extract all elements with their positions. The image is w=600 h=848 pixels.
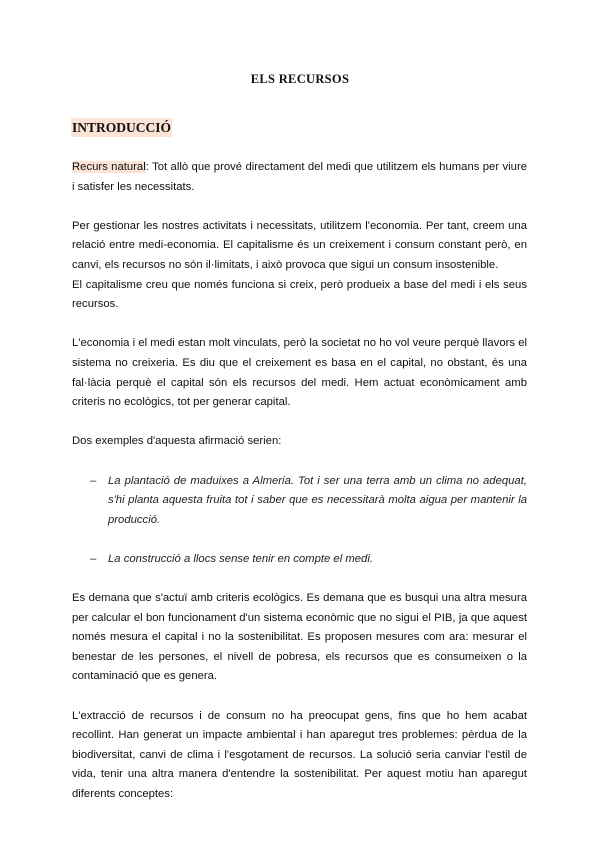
paragraph-criteria: Es demana que s'actuï amb criteris ecològics. Es demana que es busqui una altra mesura per calcular el bon funcionament d'un sistema econòmic que no sigui el PIB, ja que aquest només mesura el capital i no la sostenibilitat. Es proposen mesures com ara: mesurar el benestar de les persones, el nivell de pobresa, els recursos que es consumeixen o la contaminació que es genera. [72, 592, 527, 683]
definition-term: Recurs natural [72, 161, 146, 173]
paragraph-extraction: L'extracció de recursos i de consum no ha preocupat gens, fins que ho hem acabat recollint. Han generat un impacte ambiental i han aparegut tres problemes: pèrdua de la biodiversitat, canvi de clima i l'esgotament de recursos. La solució seria canviar l'estil de vida, tenir una altra manera d'entendre la sostenibilitat. Per aquest motiu han aparegut diferents conceptes: [72, 709, 527, 800]
example-item [72, 472, 527, 531]
example-text: La plantació de maduixes a Almeria. Tot i ser una terra amb un clima no adequat, s'hi planta aquesta fruita tot i saber que es necessitarà molta aigua per mantenir la producció. [108, 474, 527, 526]
paragraph-economy: Per gestionar les nostres activitats i necessitats, utilitzem l'economia. Per tant, creem una relació entre medi-economia. El capitalisme és un creixement i consum constant però, en canvi, els recursos no són il·limitats, i això provoca que sigui un consum insostenible. [72, 219, 527, 271]
document-title: ELS RECURSOS [250, 72, 350, 86]
paragraph-capitalism: El capitalisme creu que només funciona si creix, però produeix a base del medi i els seus recursos. [72, 278, 527, 311]
bullet-dash: – [90, 552, 97, 565]
example-item [72, 550, 527, 570]
bullet-dash: – [90, 474, 97, 487]
example-text: La construcció a llocs sense tenir en compte el medi. [108, 552, 373, 565]
definition-paragraph [72, 158, 527, 197]
document-body [72, 158, 527, 824]
examples-intro: Dos exemples d'aquesta afirmació serien: [72, 435, 282, 448]
definition-text: : Tot allò que prové directament del medi que utilitzem els humans per viure i satisfer les necessitats. [72, 161, 527, 193]
economy-paragraphs [72, 217, 527, 315]
paragraph-linked: L'economia i el medi estan molt vinculats, però la societat no ho vol veure perquè llavors el sistema no creixeria. Es diu que el creixement es basa en el capital, no obstant, és una fal·làcia perquè el capital són els recursos del medi. Hem actuat econòmicament amb criteris no ecològics, tot per generar capital. [72, 337, 527, 409]
section-heading: INTRODUCCIÓ [72, 120, 172, 135]
